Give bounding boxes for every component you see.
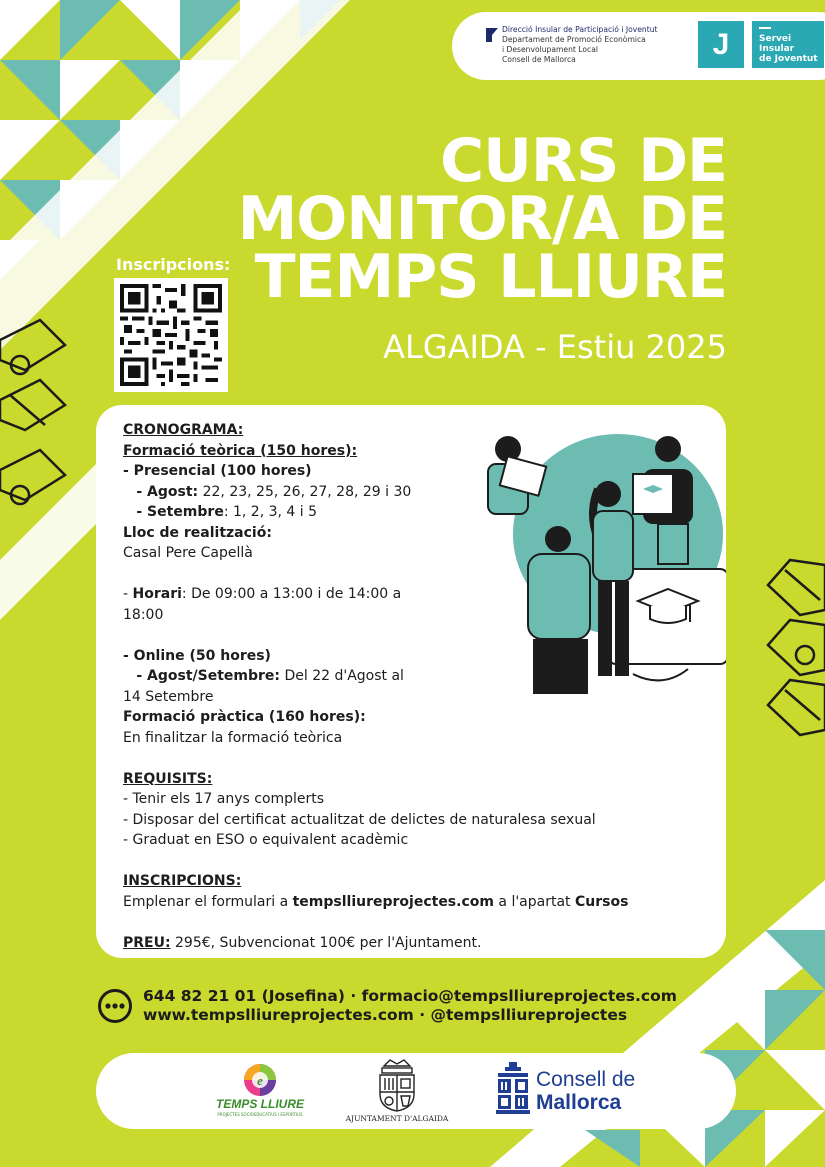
direccio-line-3: i Desenvolupament Local	[502, 45, 598, 54]
students-illustration	[458, 419, 726, 699]
consell-line-2: Mallorca	[536, 1091, 622, 1114]
practica-label: Formació pràctica (160 hores):	[123, 709, 366, 725]
requisit-item: - Disposar del certificat actualitzat de delictes de naturalesa sexual	[123, 811, 596, 828]
setembre-line: - Setembre: 1, 2, 3, 4 i 5	[136, 504, 318, 520]
ajuntament-name: AJUNTAMENT D'ALGAIDA	[345, 1114, 449, 1123]
temps-lliure-name: TEMPS LLIURE	[215, 1097, 304, 1111]
contact-line-2[interactable]: www.tempslliureprojectes.com · @tempslliureprojectes	[143, 1006, 628, 1024]
joventut-j-logo: J	[698, 21, 744, 68]
ajuntament-algaida-logo	[342, 1056, 452, 1128]
info-card	[96, 405, 726, 958]
requisits-heading: REQUISITS:	[123, 770, 213, 787]
title-line-3: TEMPS LLIURE	[254, 242, 727, 312]
cronograma-heading: CRONOGRAMA:	[123, 422, 244, 438]
algaida-coat-of-arms-icon	[342, 1056, 452, 1112]
direccio-line-1: Direcció Insular de Participació i Joventut	[502, 25, 658, 34]
teorica-heading: Formació teòrica (150 hores):	[123, 442, 358, 459]
inscripcions-heading: INSCRIPCIONS:	[123, 873, 242, 889]
direccio-insular-text	[502, 25, 687, 65]
direccio-line-4: Consell de Mallorca	[502, 55, 576, 64]
direccio-logo-icon	[486, 28, 498, 42]
preu-line: PREU: 295€, Subvencionat 100€ per l'Ajuntament.	[123, 934, 482, 951]
inscriptions-label: Inscripcions:	[116, 255, 231, 274]
servei-line-1: Servei	[759, 34, 792, 44]
contact-line-1[interactable]: 644 82 21 01 (Josefina) · formacio@tempslliureprojectes.com	[143, 987, 677, 1005]
title-line-2: MONITOR/A DE	[237, 184, 727, 254]
presencial-line: - Presencial (100 hores)	[123, 463, 312, 479]
inscripcions-website-link[interactable]: tempslliureprojectes.com	[292, 893, 494, 910]
consell-mallorca-logo	[494, 1062, 654, 1118]
page-title	[237, 126, 727, 312]
servei-line-2: Insular	[759, 44, 795, 54]
online-line: - Online (50 hores)	[123, 647, 271, 664]
agost-setembre-line: - Agost/Setembre: Del 22 d'Agost al	[136, 668, 404, 684]
page-subtitle: ALGAIDA - Estiu 2025	[383, 328, 727, 366]
contact-info	[143, 987, 677, 1025]
requisit-item: - Tenir els 17 anys complerts	[123, 791, 325, 807]
requisit-item: - Graduat en ESO o equivalent acadèmic	[123, 832, 409, 848]
consell-mallorca-name	[536, 1068, 635, 1114]
temps-lliure-logo-icon	[210, 1060, 310, 1100]
inscripcions-text: Emplenar el formulari a tempslliureprojectes.com a l'apartat Cursos	[123, 893, 629, 910]
horari-line-2: 18:00	[123, 606, 164, 623]
qr-code-icon	[120, 284, 222, 386]
temps-lliure-logo	[210, 1060, 310, 1122]
qr-code[interactable]	[114, 278, 228, 392]
horari-line: - Horari: De 09:00 a 13:00 i de 14:00 a	[123, 586, 402, 602]
practica-value: En finalitzar la formació teòrica	[123, 729, 343, 746]
temps-lliure-subtitle: PROJECTES SOCIOEDUCATIUS I ESPORTIUS	[217, 1112, 303, 1117]
more-dots-icon	[97, 988, 133, 1024]
title-line-1: CURS DE	[440, 126, 727, 196]
direccio-line-2: Departament de Promoció Econòmica	[502, 35, 646, 44]
lloc-value: Casal Pere Capellà	[123, 545, 253, 561]
consell-line-1: Consell de	[536, 1068, 636, 1091]
agost-setembre-line-2: 14 Setembre	[123, 688, 214, 705]
svg-text:e: e	[257, 1073, 263, 1088]
servei-insular-logo	[752, 21, 824, 68]
consell-mallorca-logo-icon	[494, 1062, 532, 1116]
lloc-label: Lloc de realització:	[123, 524, 272, 541]
agost-line: - Agost: 22, 23, 25, 26, 27, 28, 29 i 30	[136, 483, 412, 500]
servei-line-3: de Joventut	[759, 54, 818, 64]
